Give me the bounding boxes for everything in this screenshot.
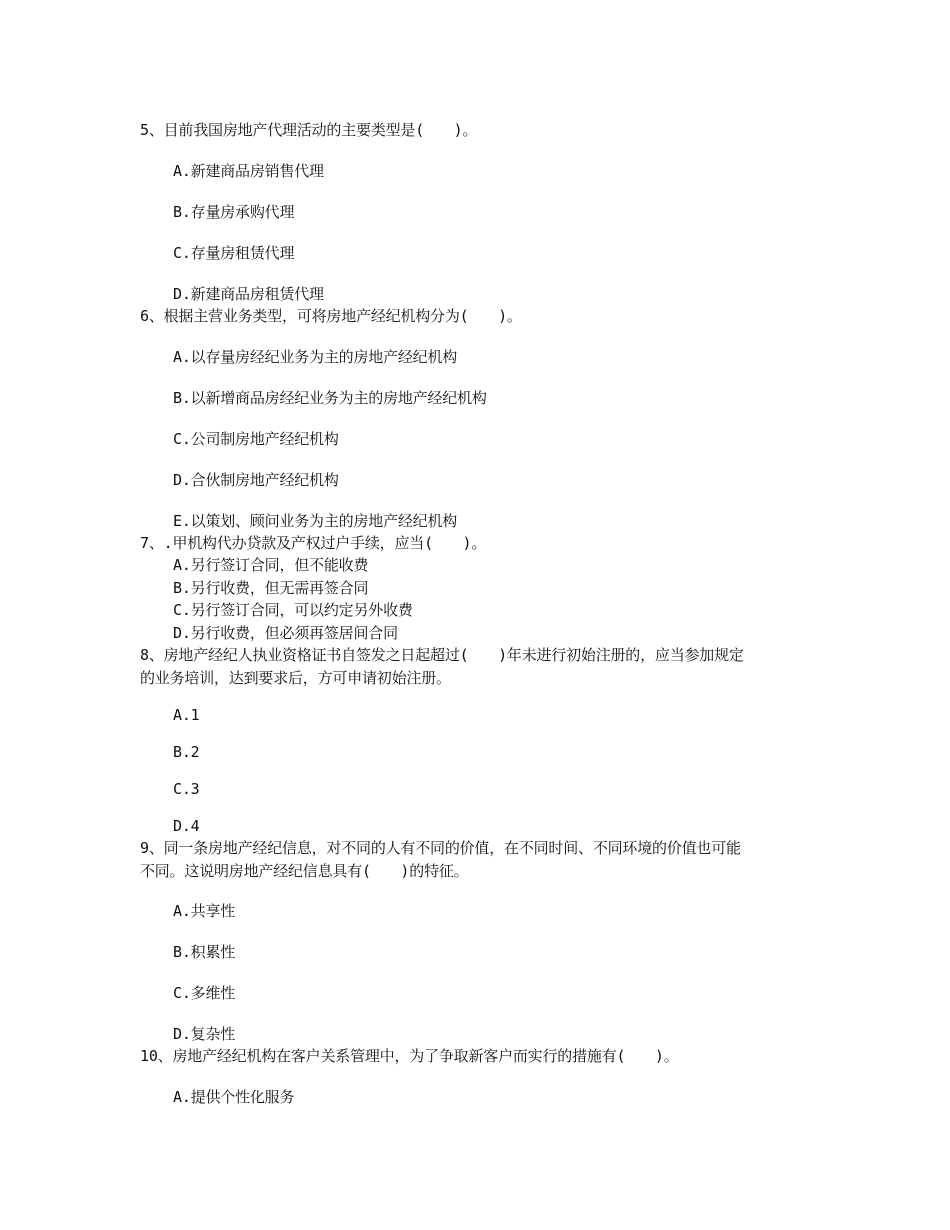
question-9-option-a: A.共享性 xyxy=(173,902,236,920)
question-7-stem: 7、.甲机构代办贷款及产权过户手续，应当( )。 xyxy=(140,534,487,552)
question-8-option-c: C.3 xyxy=(173,780,200,798)
question-5-option-d: D.新建商品房租赁代理 xyxy=(173,285,324,303)
question-6-option-b: B.以新增商品房经纪业务为主的房地产经纪机构 xyxy=(173,389,487,407)
question-6-option-e: E.以策划、顾问业务为主的房地产经纪机构 xyxy=(173,512,458,530)
question-7-option-a: A.另行签订合同，但不能收费 xyxy=(173,556,369,574)
question-9-option-b: B.积累性 xyxy=(173,943,236,961)
question-5-stem: 5、目前我国房地产代理活动的主要类型是( )。 xyxy=(140,121,478,139)
question-6-option-c: C.公司制房地产经纪机构 xyxy=(173,430,339,448)
question-9-option-d: D.复杂性 xyxy=(173,1025,236,1043)
question-9-stem-line-2: 不同。这说明房地产经纪信息具有( )的特征。 xyxy=(140,862,469,880)
question-7-option-d: D.另行收费，但必须再签居间合同 xyxy=(173,624,398,642)
question-6-option-a: A.以存量房经纪业务为主的房地产经纪机构 xyxy=(173,348,458,366)
question-8-stem-line-1: 8、房地产经纪人执业资格证书自签发之日起超过( )年未进行初始注册的，应当参加规定 xyxy=(140,646,744,664)
question-10-stem: 10、房地产经纪机构在客户关系管理中，为了争取新客户而实行的措施有( )。 xyxy=(140,1047,679,1065)
question-9-option-c: C.多维性 xyxy=(173,984,236,1002)
question-6-stem: 6、根据主营业务类型，可将房地产经纪机构分为( )。 xyxy=(140,307,522,325)
question-5-option-c: C.存量房租赁代理 xyxy=(173,244,295,262)
question-10-option-a: A.提供个性化服务 xyxy=(173,1088,295,1106)
question-7-option-b: B.另行收费，但无需再签合同 xyxy=(173,579,369,597)
question-9-stem-line-1: 9、同一条房地产经纪信息，对不同的人有不同的价值，在不同时间、不同环境的价值也可能 xyxy=(140,839,741,857)
question-8-option-b: B.2 xyxy=(173,743,200,761)
question-8-stem-line-2: 的业务培训，达到要求后，方可申请初始注册。 xyxy=(140,669,451,687)
question-7-option-c: C.另行签订合同，可以约定另外收费 xyxy=(173,601,413,619)
question-8-option-d: D.4 xyxy=(173,817,200,835)
question-5-option-a: A.新建商品房销售代理 xyxy=(173,162,324,180)
question-5-option-b: B.存量房承购代理 xyxy=(173,203,295,221)
question-6-option-d: D.合伙制房地产经纪机构 xyxy=(173,471,339,489)
question-8-option-a: A.1 xyxy=(173,706,200,724)
